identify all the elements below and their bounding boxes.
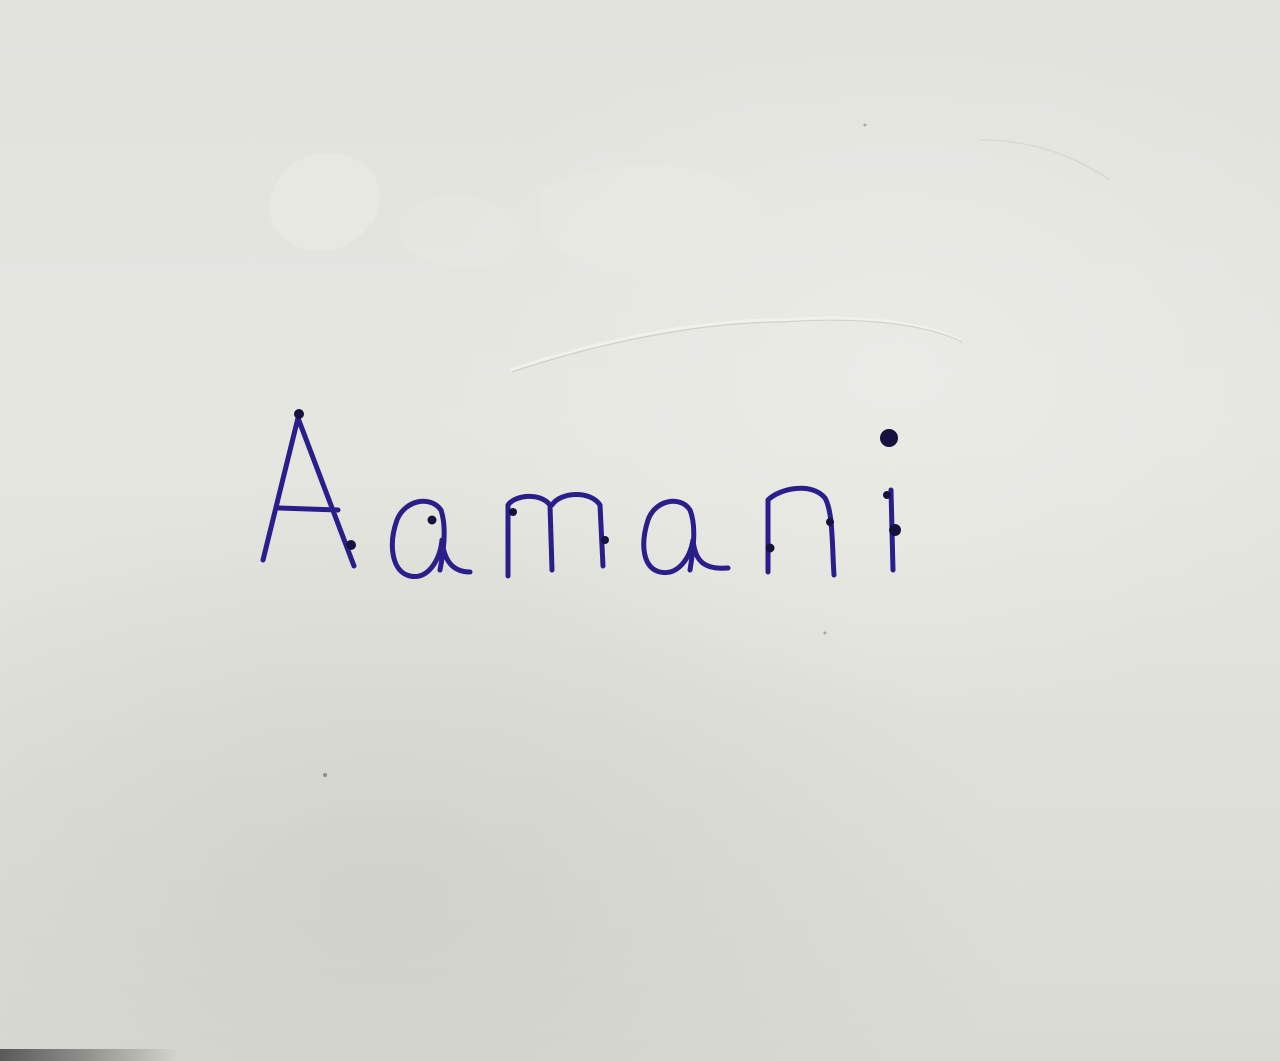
bottom-edge-shadow <box>0 1049 1280 1061</box>
letter-a1 <box>392 501 470 576</box>
letter-n <box>768 488 834 575</box>
i-dot <box>880 429 898 447</box>
letter-m <box>508 494 603 576</box>
letter-a2 <box>644 501 728 572</box>
letter-A <box>263 418 354 566</box>
